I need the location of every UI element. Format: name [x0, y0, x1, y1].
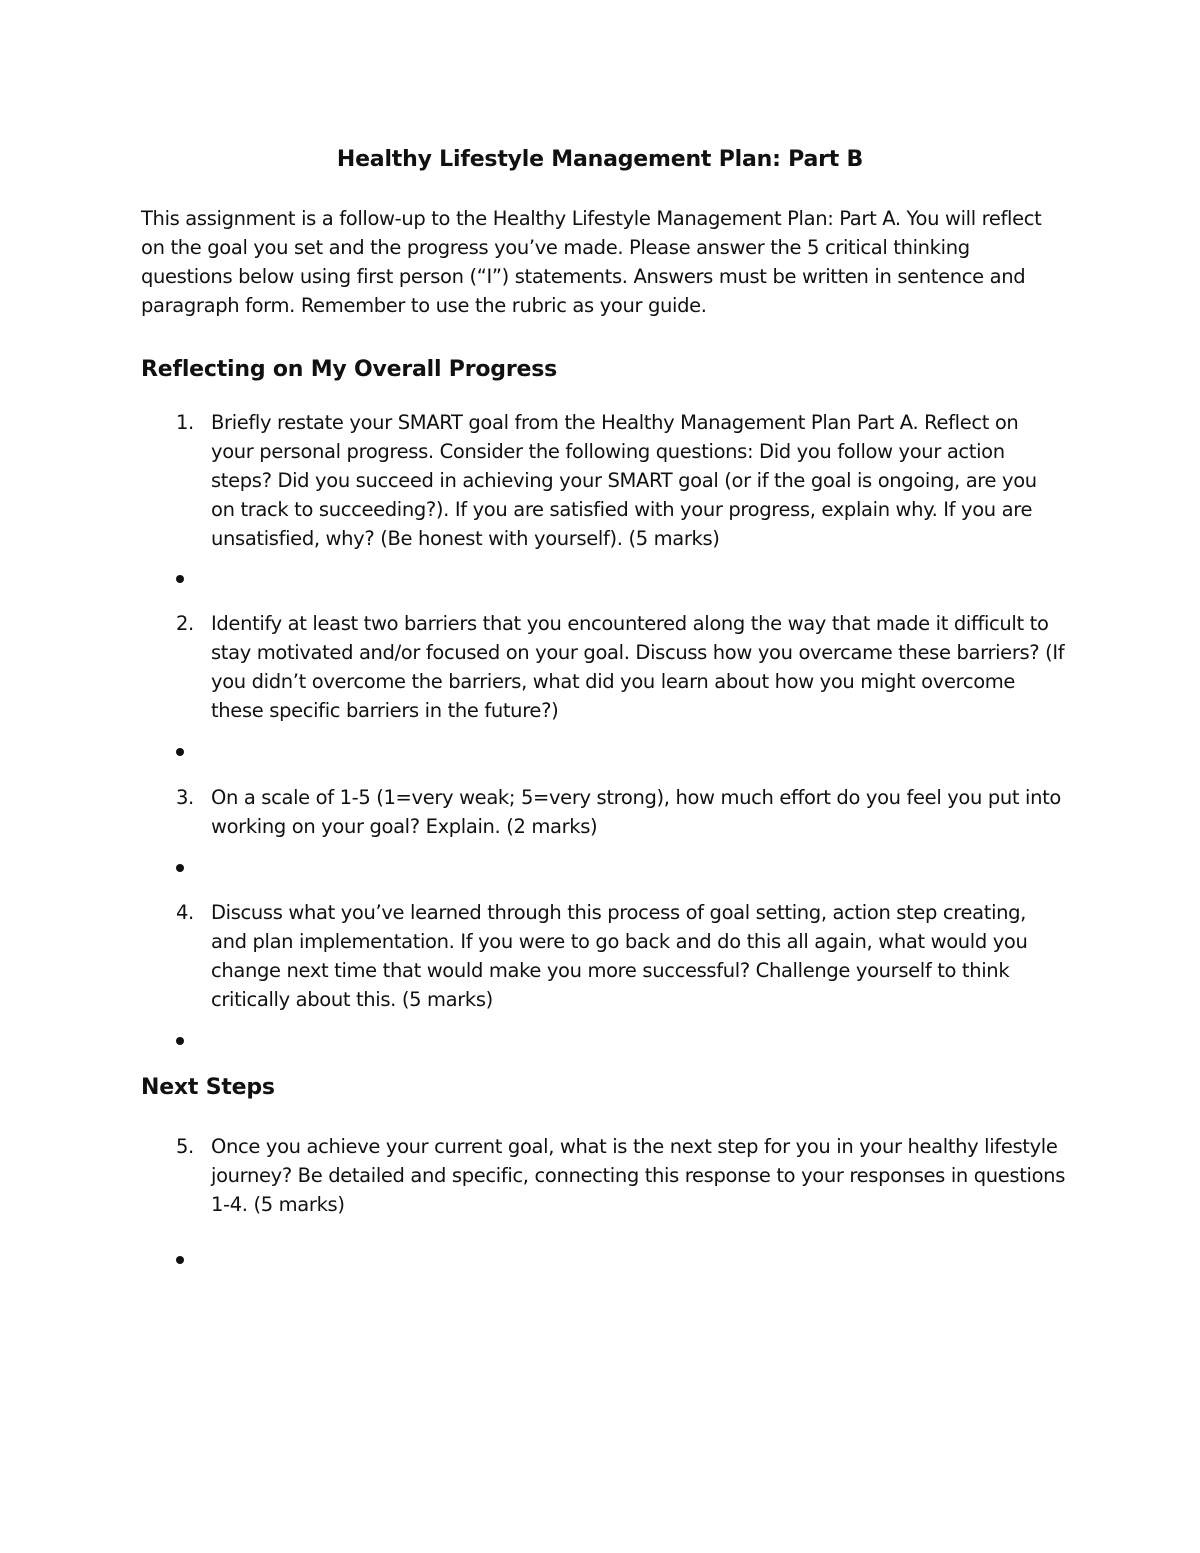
section-heading-reflecting: Reflecting on My Overall Progress: [141, 357, 557, 382]
question-number: 2.: [176, 612, 194, 635]
answer-bullet-2[interactable]: [176, 746, 188, 758]
section-heading-next-steps: Next Steps: [141, 1075, 275, 1100]
intro-paragraph: This assignment is a follow-up to the Healthy Lifestyle Management Plan: Part A. You will reflect on the goal you set and the progress you’ve made. Please answer the 5 critical thinking questions below using first person (“I”) statements. Answers must be written in sentence and paragraph form. Remember to use the rubric as your guide.: [141, 207, 1042, 317]
question-1: [176, 408, 1066, 553]
document-title: Healthy Lifestyle Management Plan: Part B: [336, 147, 864, 172]
answer-bullet-1[interactable]: [176, 573, 188, 585]
question-text: Briefly restate your SMART goal from the Healthy Management Plan Part A. Reflect on your personal progress. Consider the following questions: Did you follow your action steps? Did you succeed in achieving your SMART goal (or if the goal is ongoing, are you on track to succeeding?). If you are satisfied with your progress, explain why. If you are unsatisfied, why? (Be honest with yourself). (5 marks): [211, 411, 1037, 550]
question-text: On a scale of 1-5 (1=very weak; 5=very strong), how much effort do you feel you put into working on your goal? Explain. (2 marks): [211, 786, 1062, 838]
question-number: 3.: [176, 786, 194, 809]
question-4: [176, 898, 1066, 1014]
question-3: [176, 783, 1066, 841]
question-5: [176, 1132, 1066, 1219]
question-text: Once you achieve your current goal, what is the next step for you in your healthy lifestyle journey? Be detailed and specific, connecting this response to your responses in questions 1-4. (5 marks): [211, 1135, 1065, 1216]
question-number: 1.: [176, 411, 194, 434]
question-number: 4.: [176, 901, 194, 924]
answer-bullet-5[interactable]: [176, 1254, 188, 1266]
question-text: Identify at least two barriers that you encountered along the way that made it difficult to stay motivated and/or focused on your goal. Discuss how you overcame these barriers? (If you didn’t overcome the barriers, what did you learn about how you might overcome these specific barriers in the future?): [211, 612, 1065, 722]
question-text: Discuss what you’ve learned through this process of goal setting, action step creating, and plan implementation. If you were to go back and do this all again, what would you change next time that would make you more successful? Challenge yourself to think critically about this. (5 marks): [211, 901, 1028, 1011]
answer-bullet-3[interactable]: [176, 862, 188, 874]
question-2: [176, 609, 1066, 725]
answer-bullet-4[interactable]: [176, 1035, 188, 1047]
question-number: 5.: [176, 1135, 194, 1158]
